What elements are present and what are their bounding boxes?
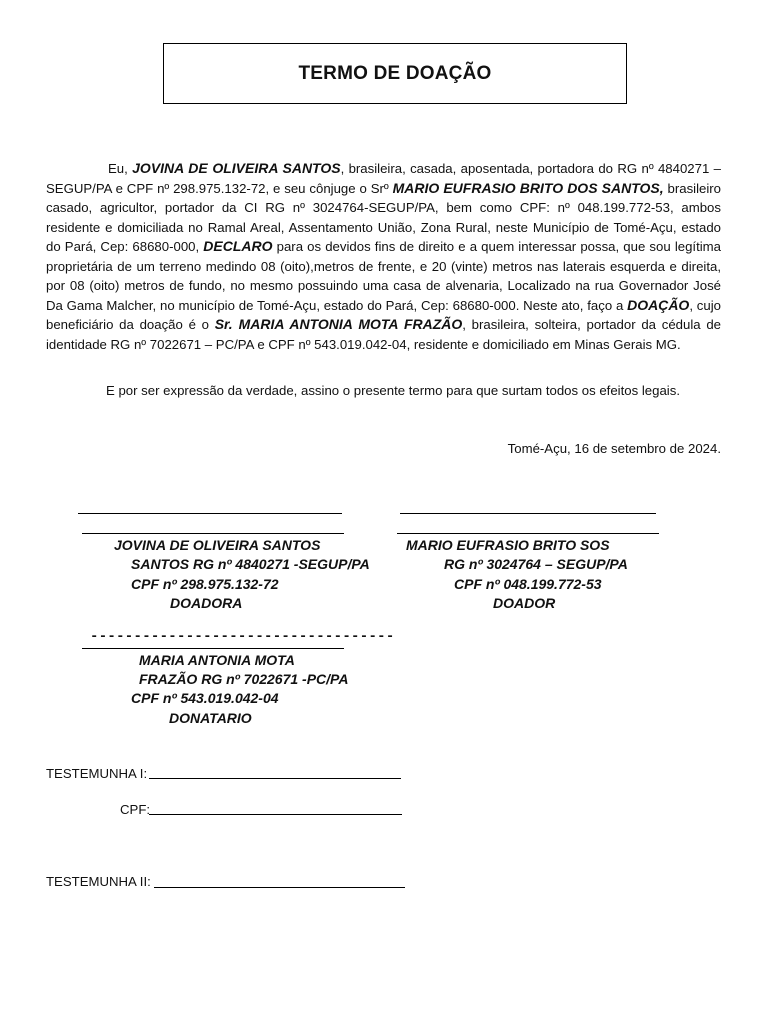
witness-cpf-label: CPF: <box>120 802 151 817</box>
doadora-cpf: CPF nº 298.975.132-72 <box>131 576 279 592</box>
doador-cpf: CPF nº 048.199.772-53 <box>454 576 602 592</box>
doacao-word: DOAÇÃO <box>627 296 690 313</box>
doador-role: DOADOR <box>493 595 556 611</box>
doador-rg: RG nº 3024764 – SEGUP/PA <box>444 556 628 572</box>
declaro-word: DECLARO <box>203 238 273 254</box>
doadora-name-line1: JOVINA DE OLIVEIRA SANTOS <box>114 537 321 553</box>
closing-statement: E por ser expressão da verdade, assino o presente termo para que surtam todos os efeitos legais. <box>106 383 680 398</box>
doadora-role: DOADORA <box>170 595 243 611</box>
body-text-2: , brasileira, casada, aposentada, portadora do RG nº 4840271 – SEGUP/PA e CPF nº 298.975.132-72, e seu cônjuge o Srº <box>46 161 721 196</box>
signature-line-doadora-1 <box>78 513 342 514</box>
witness-cpf-line <box>149 814 402 815</box>
place-date: Tomé-Açu, 16 de setembro de 2024. <box>507 441 721 456</box>
donor-name: JOVINA DE OLIVEIRA SANTOS <box>132 160 341 176</box>
donatario-name-line1: MARIA ANTONIA MOTA <box>139 652 295 668</box>
donatario-cpf: CPF nº 543.019.042-04 <box>131 690 279 706</box>
witness-2-label: TESTEMUNHA II: <box>46 874 151 889</box>
body-text-6: , brasileira, solteira, portador da cédula de identidade RG nº 7022671 – PC/PA e CPF nº 543.019.042-04, residente e domiciliado em Minas Gerais MG. <box>46 317 721 352</box>
witness-1-label: TESTEMUNHA I: <box>46 766 148 781</box>
witness-1-line <box>149 778 401 779</box>
body-text-3: brasileiro casado, agricultor, portador da CI RG nº 3024764-SEGUP/PA, bem como CPF: nº 048.199.772-53, ambos residente e domiciliada no Ramal Areal, Assentamento União, Zona Rural, neste Município de Tomé-Açu, estado do Pará, Cep: 68680-000, <box>46 180 722 254</box>
body-text-1: Eu, <box>108 161 133 176</box>
body-text-5: , cujo beneficiário da doação é o <box>46 297 721 332</box>
witness-2-line <box>154 887 405 888</box>
signature-line-doador-1 <box>400 513 656 514</box>
donatario-role: DONATARIO <box>169 710 252 726</box>
doadora-name-line2: SANTOS RG nº 4840271 -SEGUP/PA <box>131 556 370 572</box>
signature-line-donatario <box>82 648 344 649</box>
beneficiary-name: Sr. MARIA ANTONIA MOTA FRAZÃO <box>214 316 463 332</box>
donatario-dashed-line: ----------------------------------- <box>90 629 395 645</box>
title-box <box>163 43 627 104</box>
document-title: TERMO DE DOAÇÃO <box>298 62 492 84</box>
body-paragraph <box>46 159 721 354</box>
spouse-name: MARIO EUFRASIO BRITO DOS SANTOS, <box>392 179 664 196</box>
signature-line-doador-2 <box>397 533 659 534</box>
signature-line-doadora-2 <box>82 533 344 534</box>
doador-name: MARIO EUFRASIO BRITO SOS <box>406 537 610 553</box>
body-text-4: para os devidos fins de direito e a quem interessar possa, que sou legítima proprietária de um terreno medindo 08 (oito),metros de frente, e 20 (vinte) metros nas laterais esquerda e direita, por 08 (oito) metros de fundo, no mesmo possuindo uma casa de alvenaria, Localizado na rua Governador José Da Gama Malcher, no município de Tomé-Açu, estado do Pará, Cep: 68680-000. Neste ato, faço a <box>46 239 721 313</box>
donatario-name-line2: FRAZÃO RG nº 7022671 -PC/PA <box>139 671 349 687</box>
